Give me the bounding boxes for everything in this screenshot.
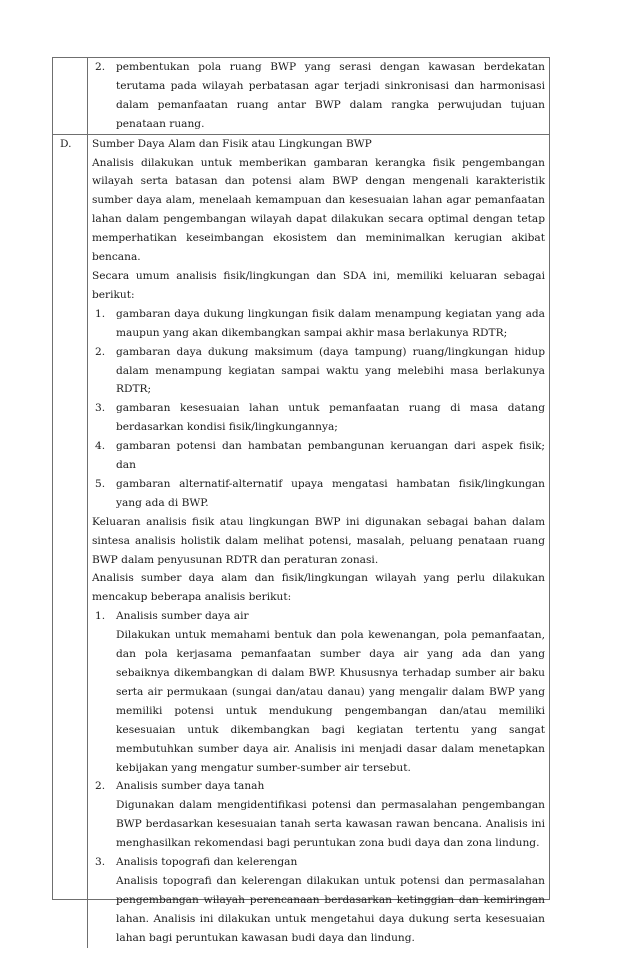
- intro-paragraph-2: Secara umum analisis fisik/lingkungan dan SDA ini, memiliki keluaran sebagai berikut:: [92, 269, 545, 301]
- output-list-number: 4.: [95, 440, 106, 453]
- analysis-title: Analisis sumber daya tanah: [116, 780, 265, 793]
- output-list-item: [92, 343, 545, 400]
- section-content-cell: [88, 135, 549, 948]
- after-outputs-paragraph: Keluaran analisis fisik atau lingkungan BWP ini digunakan sebagai bahan dalam sintesa analisis holistik dalam melihat potensi, masalah, peluang penataan ruang BWP dalam penyusunan RDTR dan peraturan zonasi.: [92, 515, 545, 566]
- table-row-continuation: [53, 58, 549, 135]
- output-list-text: gambaran daya dukung lingkungan fisik dalam menampung kegiatan yang ada maupun yang akan dikembangkan sampai akhir masa berlakunya RDTR;: [116, 307, 545, 339]
- list-item-number: 2.: [95, 61, 106, 73]
- output-list-number: 3.: [95, 402, 106, 415]
- output-list-text: gambaran daya dukung maksimum (daya tampung) ruang/lingkungan hidup dalam menampung kegiatan sampai waktu yang melebihi masa berlakunya RDTR;: [116, 345, 545, 396]
- output-list-item: [92, 437, 545, 475]
- output-list-text: gambaran kesesuaian lahan untuk pemanfaatan ruang di masa datang berdasarkan kondisi fisik/lingkungannya;: [116, 402, 545, 434]
- analyses-intro-paragraph: Analisis sumber daya alam dan fisik/lingkungan wilayah yang perlu dilakukan mencakup beberapa analisis berikut:: [92, 572, 545, 604]
- output-list-number: 1.: [95, 307, 106, 320]
- table-row-section-d: [53, 135, 549, 948]
- analyses-list: [92, 607, 545, 947]
- analysis-description: Digunakan dalam mengidentifikasi potensi dan permasalahan pengembangan BWP berdasarkan kesesuaian tanah serta kawasan rawan bencana. Analisis ini menghasilkan rekomendasi bagi peruntukan zona budi daya dan zona lindung.: [116, 799, 545, 850]
- analysis-description: Analisis topografi dan kelerengan dilakukan untuk potensi dan permasalahan pengembangan wilayah perencanaan berdasarkan ketinggian dan kemiringan lahan. Analisis ini dilakukan untuk mengetahui daya dukung serta kesesuaian lahan bagi peruntukan kawasan budi daya dan lindung.: [116, 874, 545, 944]
- outputs-list: [92, 305, 545, 513]
- row-label-empty: [53, 58, 88, 134]
- list-item: [92, 58, 545, 134]
- analysis-description: Dilakukan untuk memahami bentuk dan pola kewenangan, pola pemanfaatan, dan pola kerjasama pemanfaatan sumber daya air yang ada dan yang sebaiknya dikembangkan di dalam BWP. Khususnya terhadap sumber air baku serta air permukaan (sungai dan/atau danau) yang mengalir dalam BWP yang memiliki potensi untuk mendukung pengembangan dan/atau memiliki kesesuaian untuk dikembangkan bagi kegiatan tertentu yang sangat membutuhkan sumber daya air. Analisis ini menjadi dasar dalam menetapkan kebijakan yang mengatur sumber-sumber air tersebut.: [116, 629, 545, 774]
- intro-paragraph-1: Analisis dilakukan untuk memberikan gambaran kerangka fisik pengembangan wilayah serta batasan dan potensi alam BWP dengan mengenali karakteristik sumber daya alam, menelaah kemampuan dan kesesuaian lahan agar pemanfaatan lahan dalam pengembangan wilayah dapat dilakukan secara optimal dengan tetap memperhatikan keseimbangan ekosistem dan meminimalkan kerugian akibat bencana.: [92, 156, 545, 264]
- continuation-cell: [88, 58, 549, 134]
- output-list-number: 5.: [95, 477, 106, 490]
- analysis-item: [92, 777, 545, 853]
- content-table: [52, 57, 550, 944]
- analysis-item: [92, 853, 545, 948]
- section-title: Sumber Daya Alam dan Fisik atau Lingkungan BWP: [92, 137, 372, 150]
- list-item-text: pembentukan pola ruang BWP yang serasi dengan kawasan berdekatan terutama pada wilayah perbatasan agar terjadi sinkronisasi dan harmonisasi dalam pemanfaatan ruang antar BWP dalam rangka perwujudan tujuan penataan ruang.: [116, 61, 545, 130]
- analysis-number: 2.: [95, 780, 106, 793]
- output-list-item: [92, 305, 545, 343]
- analysis-title: Analisis topografi dan kelerengan: [116, 856, 298, 869]
- analysis-number: 1.: [95, 610, 106, 623]
- output-list-text: gambaran potensi dan hambatan pembangunan keruangan dari aspek fisik; dan: [116, 440, 545, 472]
- output-list-text: gambaran alternatif-alternatif upaya mengatasi hambatan fisik/lingkungan yang ada di BWP.: [116, 477, 545, 509]
- output-list-item: [92, 399, 545, 437]
- analysis-heading: [92, 607, 545, 626]
- section-label: D.: [53, 135, 88, 948]
- analysis-heading: [92, 777, 545, 796]
- output-list-item: [92, 475, 545, 513]
- analysis-title: Analisis sumber daya air: [116, 610, 249, 623]
- analysis-heading: [92, 853, 545, 872]
- analysis-number: 3.: [95, 856, 106, 869]
- output-list-number: 2.: [95, 345, 106, 358]
- analysis-item: [92, 607, 545, 777]
